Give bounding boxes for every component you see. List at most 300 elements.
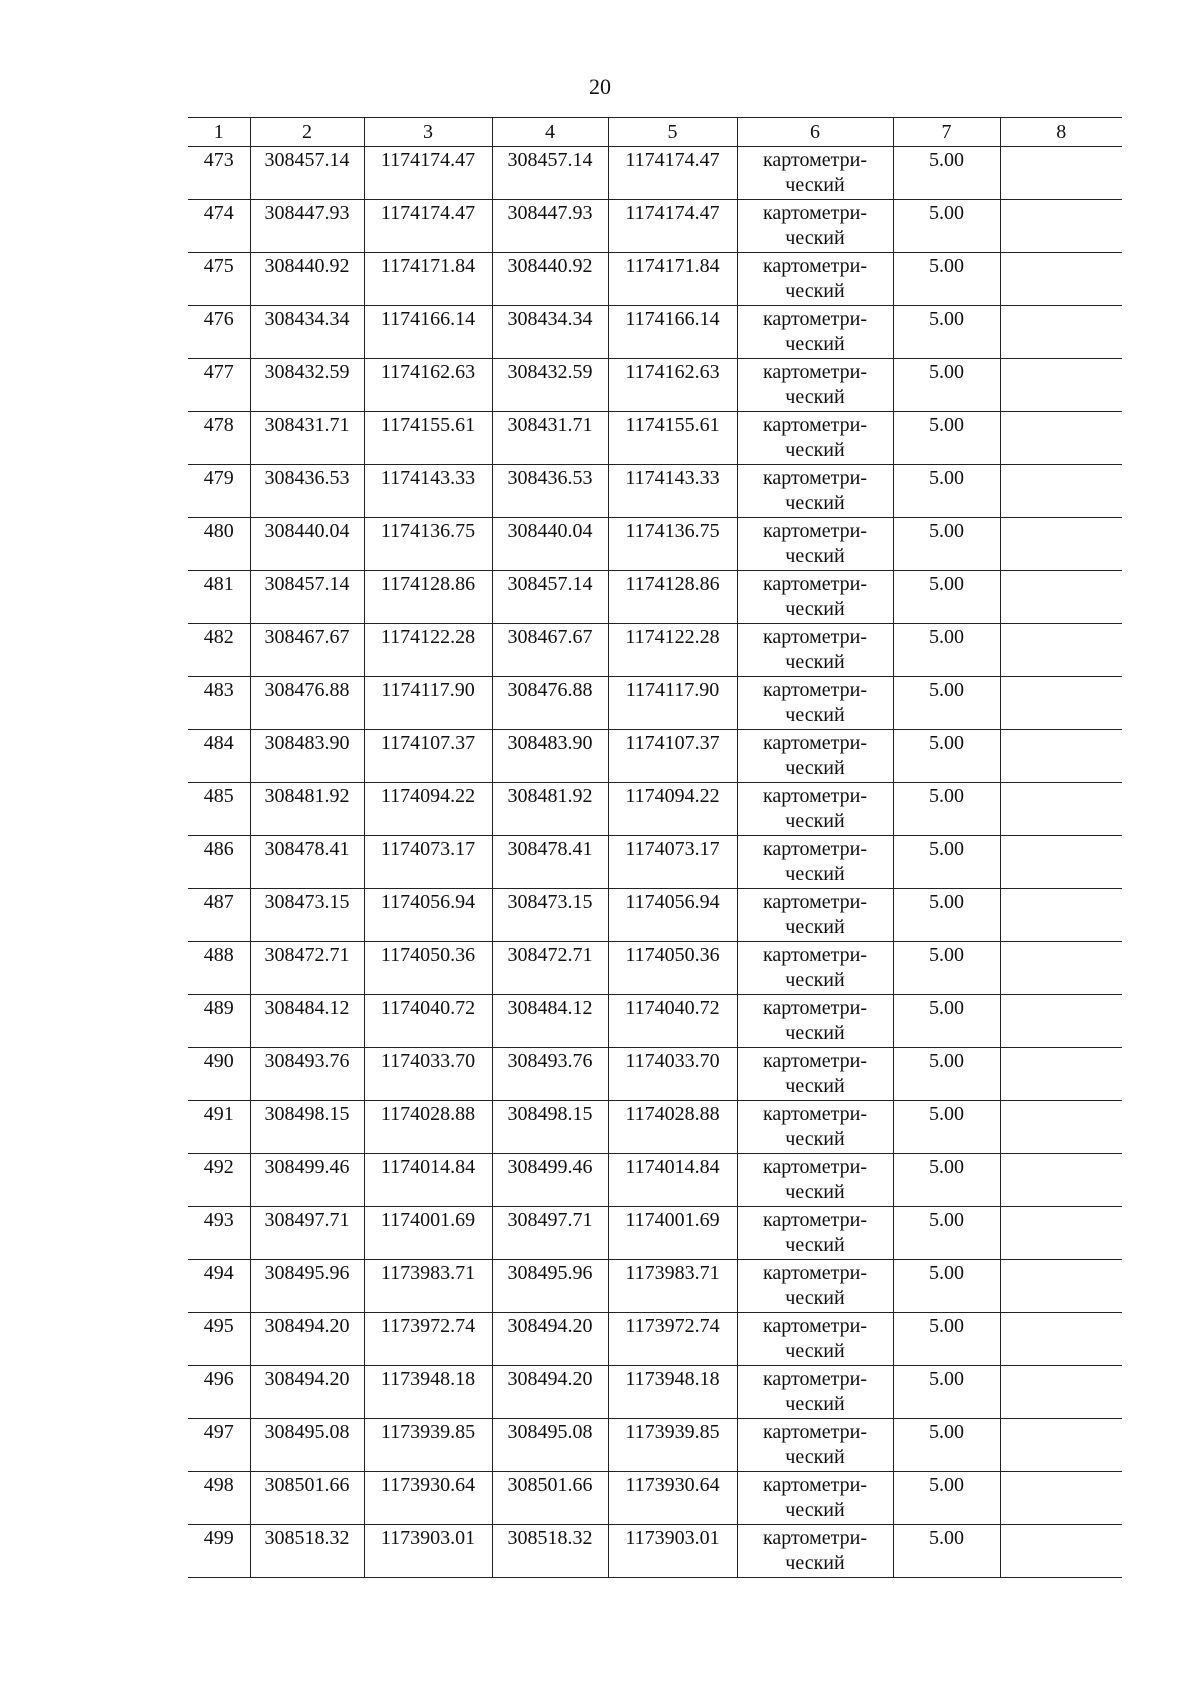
table-row [188,1207,1122,1260]
note-cell [1000,730,1122,783]
method-line-1: картометри- [762,414,867,436]
x-coordinate-new-cell: 308434.34 [492,306,608,359]
x-coordinate-cell: 308494.20 [250,1313,364,1366]
y-coordinate-new-cell: 1174050.36 [608,942,737,995]
x-coordinate-cell: 308495.08 [250,1419,364,1472]
method-line-1: картометри- [762,1050,867,1072]
y-coordinate-new-cell: 1174162.63 [608,359,737,412]
y-coordinate-new-cell: 1174143.33 [608,465,737,518]
x-coordinate-cell: 308457.14 [250,571,364,624]
table-row [188,783,1122,836]
note-cell [1000,624,1122,677]
method-line-1: картометри- [762,467,867,489]
y-coordinate-cell: 1173972.74 [364,1313,492,1366]
column-header-8: 8 [1000,118,1122,147]
method-line-1: картометри- [762,149,867,171]
method-line-2: ческий [785,545,845,567]
x-coordinate-cell: 308494.20 [250,1366,364,1419]
table-row [188,1101,1122,1154]
point-number-cell: 478 [188,412,250,465]
column-header-5: 5 [608,118,737,147]
note-cell [1000,889,1122,942]
point-number-cell: 485 [188,783,250,836]
y-coordinate-new-cell: 1174056.94 [608,889,737,942]
table-row [188,1419,1122,1472]
column-header-3: 3 [364,118,492,147]
point-number-cell: 473 [188,147,250,200]
method-line-1: картометри- [762,838,867,860]
table-row [188,306,1122,359]
x-coordinate-new-cell: 308497.71 [492,1207,608,1260]
point-number-cell: 497 [188,1419,250,1472]
y-coordinate-new-cell: 1174122.28 [608,624,737,677]
method-line-2: ческий [785,863,845,885]
x-coordinate-new-cell: 308432.59 [492,359,608,412]
coordinates-table [188,117,1122,1578]
note-cell [1000,253,1122,306]
page-number: 20 [589,74,611,99]
x-coordinate-cell: 308484.12 [250,995,364,1048]
accuracy-cell: 5.00 [893,836,1000,889]
y-coordinate-cell: 1174171.84 [364,253,492,306]
table-body [188,147,1122,1578]
x-coordinate-cell: 308493.76 [250,1048,364,1101]
note-cell [1000,465,1122,518]
method-line-1: картометри- [762,1209,867,1231]
method-cell [737,889,893,942]
method-line-2: ческий [785,1552,845,1574]
note-cell [1000,306,1122,359]
method-line-2: ческий [785,1234,845,1256]
method-cell [737,412,893,465]
x-coordinate-new-cell: 308473.15 [492,889,608,942]
x-coordinate-new-cell: 308483.90 [492,730,608,783]
method-line-1: картометри- [762,1421,867,1443]
method-line-1: картометри- [762,308,867,330]
method-line-2: ческий [785,1393,845,1415]
point-number-cell: 479 [188,465,250,518]
x-coordinate-cell: 308440.04 [250,518,364,571]
accuracy-cell: 5.00 [893,995,1000,1048]
point-number-cell: 480 [188,518,250,571]
accuracy-cell: 5.00 [893,200,1000,253]
x-coordinate-cell: 308481.92 [250,783,364,836]
method-line-2: ческий [785,1022,845,1044]
method-cell [737,783,893,836]
y-coordinate-new-cell: 1174166.14 [608,306,737,359]
x-coordinate-new-cell: 308472.71 [492,942,608,995]
point-number-cell: 495 [188,1313,250,1366]
accuracy-cell: 5.00 [893,1525,1000,1578]
x-coordinate-new-cell: 308494.20 [492,1366,608,1419]
y-coordinate-new-cell: 1174073.17 [608,836,737,889]
method-cell [737,995,893,1048]
table-row [188,1260,1122,1313]
point-number-cell: 490 [188,1048,250,1101]
method-line-2: ческий [785,386,845,408]
accuracy-cell: 5.00 [893,465,1000,518]
point-number-cell: 484 [188,730,250,783]
y-coordinate-new-cell: 1173903.01 [608,1525,737,1578]
x-coordinate-new-cell: 308518.32 [492,1525,608,1578]
table-row [188,889,1122,942]
method-line-2: ческий [785,439,845,461]
x-coordinate-new-cell: 308499.46 [492,1154,608,1207]
x-coordinate-new-cell: 308440.92 [492,253,608,306]
method-line-2: ческий [785,227,845,249]
column-header-1: 1 [188,118,250,147]
method-cell [737,518,893,571]
table-row [188,1048,1122,1101]
y-coordinate-new-cell: 1174174.47 [608,147,737,200]
y-coordinate-new-cell: 1173972.74 [608,1313,737,1366]
method-line-2: ческий [785,1340,845,1362]
method-line-2: ческий [785,916,845,938]
x-coordinate-new-cell: 308494.20 [492,1313,608,1366]
y-coordinate-cell: 1173983.71 [364,1260,492,1313]
x-coordinate-cell: 308473.15 [250,889,364,942]
x-coordinate-new-cell: 308467.67 [492,624,608,677]
y-coordinate-new-cell: 1173948.18 [608,1366,737,1419]
y-coordinate-cell: 1174050.36 [364,942,492,995]
accuracy-cell: 5.00 [893,306,1000,359]
note-cell [1000,836,1122,889]
x-coordinate-cell: 308501.66 [250,1472,364,1525]
method-line-2: ческий [785,333,845,355]
y-coordinate-new-cell: 1174014.84 [608,1154,737,1207]
note-cell [1000,1525,1122,1578]
accuracy-cell: 5.00 [893,359,1000,412]
point-number-cell: 483 [188,677,250,730]
method-line-2: ческий [785,757,845,779]
method-cell [737,1366,893,1419]
x-coordinate-new-cell: 308457.14 [492,147,608,200]
note-cell [1000,1154,1122,1207]
method-cell [737,1101,893,1154]
y-coordinate-cell: 1173939.85 [364,1419,492,1472]
point-number-cell: 491 [188,1101,250,1154]
method-cell [737,1154,893,1207]
y-coordinate-new-cell: 1174128.86 [608,571,737,624]
accuracy-cell: 5.00 [893,730,1000,783]
accuracy-cell: 5.00 [893,677,1000,730]
note-cell [1000,1419,1122,1472]
method-line-1: картометри- [762,1103,867,1125]
method-line-1: картометри- [762,785,867,807]
accuracy-cell: 5.00 [893,1260,1000,1313]
x-coordinate-cell: 308498.15 [250,1101,364,1154]
point-number-cell: 496 [188,1366,250,1419]
table-row [188,518,1122,571]
method-cell [737,1260,893,1313]
method-line-1: картометри- [762,1262,867,1284]
point-number-cell: 488 [188,942,250,995]
accuracy-cell: 5.00 [893,1419,1000,1472]
y-coordinate-cell: 1173948.18 [364,1366,492,1419]
method-line-2: ческий [785,810,845,832]
method-line-2: ческий [785,1287,845,1309]
method-line-2: ческий [785,1181,845,1203]
method-line-2: ческий [785,1075,845,1097]
y-coordinate-cell: 1174162.63 [364,359,492,412]
y-coordinate-new-cell: 1174040.72 [608,995,737,1048]
method-line-1: картометри- [762,1156,867,1178]
method-line-2: ческий [785,598,845,620]
method-cell [737,465,893,518]
y-coordinate-new-cell: 1173983.71 [608,1260,737,1313]
accuracy-cell: 5.00 [893,147,1000,200]
note-cell [1000,995,1122,1048]
x-coordinate-new-cell: 308481.92 [492,783,608,836]
method-line-1: картометри- [762,1315,867,1337]
table-row [188,836,1122,889]
method-line-2: ческий [785,280,845,302]
y-coordinate-cell: 1174040.72 [364,995,492,1048]
table-row [188,1525,1122,1578]
method-line-1: картометри- [762,573,867,595]
y-coordinate-new-cell: 1173939.85 [608,1419,737,1472]
x-coordinate-cell: 308497.71 [250,1207,364,1260]
x-coordinate-new-cell: 308457.14 [492,571,608,624]
y-coordinate-new-cell: 1174171.84 [608,253,737,306]
method-line-1: картометри- [762,1474,867,1496]
table-row [188,359,1122,412]
method-line-1: картометри- [762,679,867,701]
accuracy-cell: 5.00 [893,1313,1000,1366]
x-coordinate-cell: 308434.34 [250,306,364,359]
method-line-2: ческий [785,1499,845,1521]
x-coordinate-new-cell: 308436.53 [492,465,608,518]
accuracy-cell: 5.00 [893,1101,1000,1154]
table-row [188,200,1122,253]
accuracy-cell: 5.00 [893,412,1000,465]
table-row [188,1366,1122,1419]
y-coordinate-new-cell: 1174094.22 [608,783,737,836]
x-coordinate-cell: 308467.67 [250,624,364,677]
x-coordinate-cell: 308432.59 [250,359,364,412]
x-coordinate-cell: 308499.46 [250,1154,364,1207]
y-coordinate-cell: 1174117.90 [364,677,492,730]
x-coordinate-cell: 308478.41 [250,836,364,889]
table-row [188,942,1122,995]
note-cell [1000,1048,1122,1101]
x-coordinate-new-cell: 308498.15 [492,1101,608,1154]
method-line-1: картометри- [762,944,867,966]
point-number-cell: 493 [188,1207,250,1260]
accuracy-cell: 5.00 [893,1207,1000,1260]
x-coordinate-cell: 308518.32 [250,1525,364,1578]
accuracy-cell: 5.00 [893,518,1000,571]
y-coordinate-new-cell: 1173930.64 [608,1472,737,1525]
note-cell [1000,359,1122,412]
note-cell [1000,1260,1122,1313]
method-cell [737,1419,893,1472]
y-coordinate-new-cell: 1174028.88 [608,1101,737,1154]
method-cell [737,942,893,995]
x-coordinate-cell: 308440.92 [250,253,364,306]
point-number-cell: 475 [188,253,250,306]
table-row [188,730,1122,783]
method-cell [737,1048,893,1101]
y-coordinate-new-cell: 1174107.37 [608,730,737,783]
accuracy-cell: 5.00 [893,1472,1000,1525]
method-line-1: картометри- [762,891,867,913]
y-coordinate-new-cell: 1174155.61 [608,412,737,465]
point-number-cell: 474 [188,200,250,253]
method-line-1: картометри- [762,255,867,277]
table-row [188,465,1122,518]
method-cell [737,571,893,624]
method-line-1: картометри- [762,626,867,648]
accuracy-cell: 5.00 [893,1048,1000,1101]
method-cell [737,1525,893,1578]
x-coordinate-cell: 308476.88 [250,677,364,730]
y-coordinate-cell: 1174166.14 [364,306,492,359]
accuracy-cell: 5.00 [893,571,1000,624]
x-coordinate-cell: 308447.93 [250,200,364,253]
accuracy-cell: 5.00 [893,1366,1000,1419]
y-coordinate-cell: 1174143.33 [364,465,492,518]
table-row [188,1472,1122,1525]
table-row [188,571,1122,624]
point-number-cell: 481 [188,571,250,624]
point-number-cell: 489 [188,995,250,1048]
x-coordinate-cell: 308457.14 [250,147,364,200]
y-coordinate-cell: 1174122.28 [364,624,492,677]
x-coordinate-new-cell: 308495.08 [492,1419,608,1472]
y-coordinate-cell: 1173903.01 [364,1525,492,1578]
note-cell [1000,147,1122,200]
point-number-cell: 486 [188,836,250,889]
y-coordinate-new-cell: 1174174.47 [608,200,737,253]
x-coordinate-cell: 308431.71 [250,412,364,465]
note-cell [1000,677,1122,730]
column-header-4: 4 [492,118,608,147]
method-line-1: картометри- [762,520,867,542]
accuracy-cell: 5.00 [893,783,1000,836]
x-coordinate-new-cell: 308495.96 [492,1260,608,1313]
x-coordinate-new-cell: 308501.66 [492,1472,608,1525]
method-line-2: ческий [785,174,845,196]
y-coordinate-new-cell: 1174033.70 [608,1048,737,1101]
accuracy-cell: 5.00 [893,253,1000,306]
note-cell [1000,1313,1122,1366]
y-coordinate-cell: 1174174.47 [364,200,492,253]
note-cell [1000,1366,1122,1419]
note-cell [1000,571,1122,624]
x-coordinate-new-cell: 308478.41 [492,836,608,889]
method-line-2: ческий [785,492,845,514]
note-cell [1000,942,1122,995]
method-cell [737,359,893,412]
y-coordinate-cell: 1174136.75 [364,518,492,571]
method-line-1: картометри- [762,732,867,754]
x-coordinate-cell: 308483.90 [250,730,364,783]
point-number-cell: 482 [188,624,250,677]
point-number-cell: 492 [188,1154,250,1207]
note-cell [1000,518,1122,571]
note-cell [1000,1101,1122,1154]
y-coordinate-cell: 1174094.22 [364,783,492,836]
method-line-1: картометри- [762,1368,867,1390]
x-coordinate-new-cell: 308431.71 [492,412,608,465]
y-coordinate-cell: 1174073.17 [364,836,492,889]
accuracy-cell: 5.00 [893,889,1000,942]
point-number-cell: 477 [188,359,250,412]
method-line-2: ческий [785,704,845,726]
table-row [188,995,1122,1048]
method-cell [737,1207,893,1260]
note-cell [1000,1472,1122,1525]
y-coordinate-cell: 1174056.94 [364,889,492,942]
y-coordinate-cell: 1174014.84 [364,1154,492,1207]
point-number-cell: 476 [188,306,250,359]
y-coordinate-cell: 1174033.70 [364,1048,492,1101]
method-cell [737,306,893,359]
method-cell [737,677,893,730]
table-row [188,624,1122,677]
point-number-cell: 499 [188,1525,250,1578]
table-row [188,1154,1122,1207]
method-line-2: ческий [785,969,845,991]
x-coordinate-new-cell: 308440.04 [492,518,608,571]
method-line-1: картометри- [762,202,867,224]
method-line-2: ческий [785,1128,845,1150]
method-cell [737,200,893,253]
y-coordinate-new-cell: 1174001.69 [608,1207,737,1260]
y-coordinate-cell: 1174128.86 [364,571,492,624]
table-row [188,1313,1122,1366]
method-cell [737,624,893,677]
x-coordinate-cell: 308436.53 [250,465,364,518]
method-line-1: картометри- [762,997,867,1019]
table-row [188,253,1122,306]
note-cell [1000,200,1122,253]
note-cell [1000,783,1122,836]
x-coordinate-new-cell: 308484.12 [492,995,608,1048]
y-coordinate-cell: 1174174.47 [364,147,492,200]
y-coordinate-new-cell: 1174136.75 [608,518,737,571]
point-number-cell: 487 [188,889,250,942]
column-header-2: 2 [250,118,364,147]
y-coordinate-cell: 1174028.88 [364,1101,492,1154]
method-line-1: картометри- [762,1527,867,1549]
y-coordinate-cell: 1174107.37 [364,730,492,783]
accuracy-cell: 5.00 [893,1154,1000,1207]
method-line-2: ческий [785,1446,845,1468]
x-coordinate-cell: 308472.71 [250,942,364,995]
method-cell [737,730,893,783]
x-coordinate-cell: 308495.96 [250,1260,364,1313]
method-line-1: картометри- [762,361,867,383]
y-coordinate-new-cell: 1174117.90 [608,677,737,730]
table-row [188,147,1122,200]
column-header-6: 6 [737,118,893,147]
method-cell [737,836,893,889]
y-coordinate-cell: 1174001.69 [364,1207,492,1260]
method-line-2: ческий [785,651,845,673]
x-coordinate-new-cell: 308447.93 [492,200,608,253]
x-coordinate-new-cell: 308476.88 [492,677,608,730]
x-coordinate-new-cell: 308493.76 [492,1048,608,1101]
y-coordinate-cell: 1174155.61 [364,412,492,465]
accuracy-cell: 5.00 [893,942,1000,995]
method-cell [737,147,893,200]
table-row [188,412,1122,465]
method-cell [737,1472,893,1525]
table-header-row [188,118,1122,147]
note-cell [1000,1207,1122,1260]
